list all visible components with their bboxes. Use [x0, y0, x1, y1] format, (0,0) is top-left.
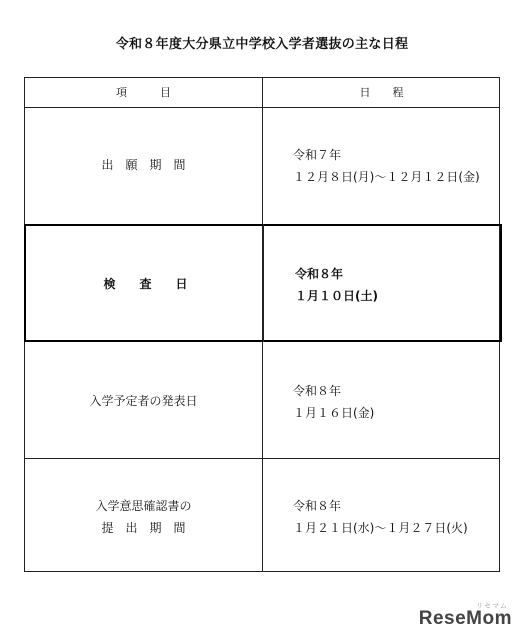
row-label-line: 提 出 期 間	[101, 521, 186, 535]
logo-text: ReseMom	[418, 608, 512, 629]
row-label: 入学予定者の発表日	[89, 394, 198, 408]
logo-subtext: リセマム	[476, 603, 508, 610]
row-label: 出 願 期 間	[101, 158, 186, 172]
row-schedule	[293, 495, 468, 539]
header-schedule: 日 程	[359, 86, 404, 99]
row-label	[25, 495, 262, 539]
row-schedule	[293, 380, 374, 424]
schedule-year: 令和７年	[293, 148, 342, 162]
schedule-year: 令和８年	[293, 384, 342, 398]
table-row	[25, 108, 499, 224]
schedule-date: １月１０日(土)	[295, 289, 378, 303]
schedule-year: 令和８年	[295, 267, 344, 281]
schedule-table	[24, 77, 500, 572]
table-row	[25, 342, 499, 458]
header-item: 項 目	[116, 86, 171, 99]
schedule-date: １２月８日(月)～１２月１２日(金)	[293, 170, 480, 184]
row-schedule	[295, 263, 378, 307]
table-row-highlighted	[24, 224, 502, 342]
schedule-year: 令和８年	[293, 499, 342, 513]
resemom-logo	[418, 603, 512, 630]
schedule-date: １月１６日(金)	[293, 406, 375, 420]
column-divider	[263, 224, 264, 342]
row-schedule	[293, 144, 480, 188]
table-row	[25, 459, 499, 571]
page-title: 令和８年度大分県立中学校入学者選抜の主な日程	[115, 37, 409, 52]
row-label: 検 査 日	[103, 277, 188, 291]
row-label-line: 入学意思確認書の	[95, 499, 192, 513]
schedule-date: １月２１日(水)～１月２７日(火)	[293, 521, 468, 535]
